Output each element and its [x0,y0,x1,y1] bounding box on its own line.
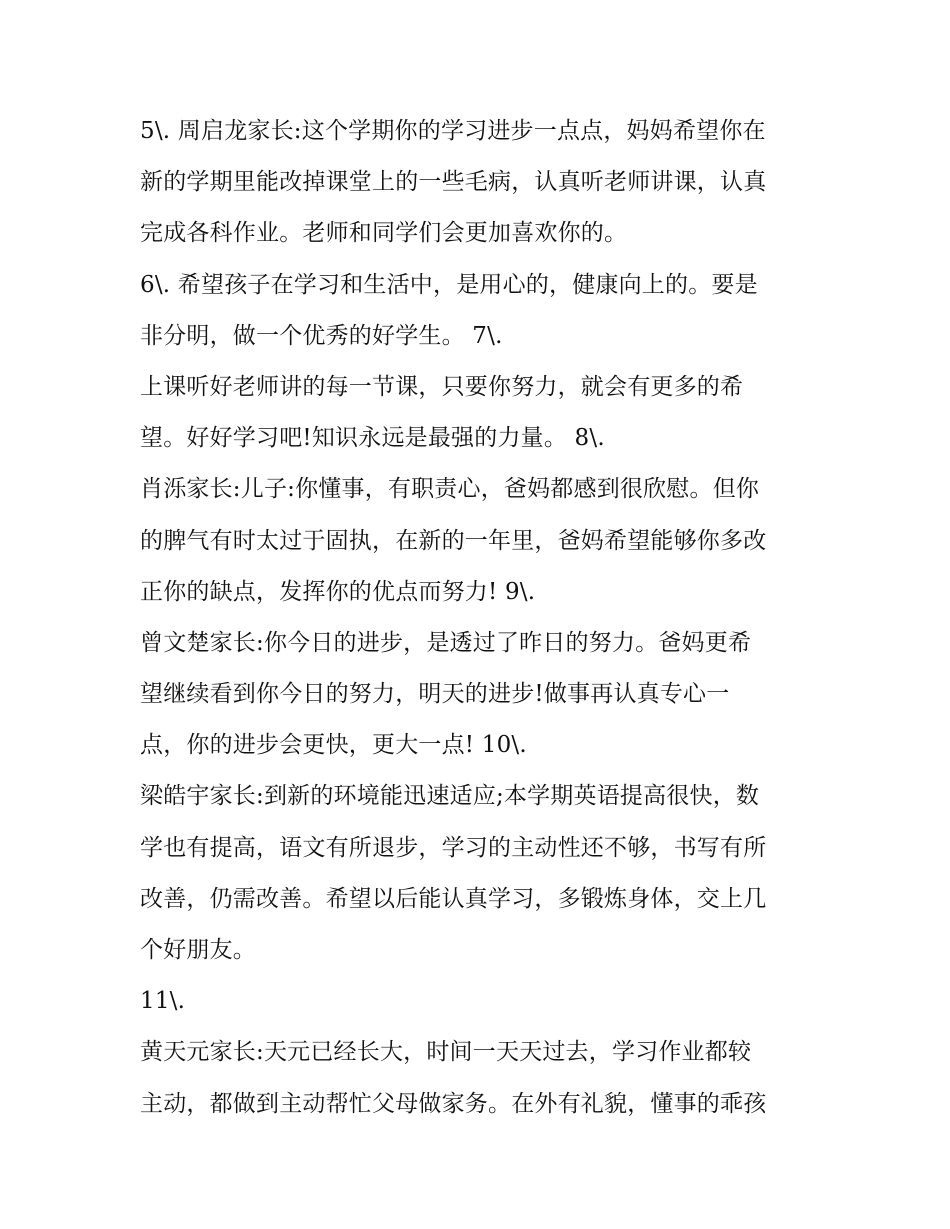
text-line: 新的学期里能改掉课堂上的一些毛病，认真听老师讲课，认真 [140,169,767,196]
text-line: 非分明，做一个优秀的好学生。 7\. [140,322,503,349]
text-line: 上课听好老师讲的每一节课，只要你努力，就会有更多的希 [140,373,744,400]
text-line: 梁皓宇家长:到新的环境能迅速适应;本学期英语提高很快，数 [140,783,760,810]
text-line: 主动，都做到主动帮忙父母做家务。在外有礼貌，懂事的乖孩 [140,1090,767,1117]
text-line: 黄天元家长:天元已经长大，时间一天天过去，学习作业都较 [140,1039,752,1066]
text-line: 改善，仍需改善。希望以后能认真学习，多锻炼身体，交上几 [140,885,767,912]
text-line: 望继续看到你今日的努力，明天的进步!做事再认真专心一 [140,681,730,708]
text-line: 肖泺家长:儿子:你懂事，有职责心，爸妈都感到很欣慰。但你 [140,476,760,503]
text-line: 6\. 希望孩子在学习和生活中，是用心的，健康向上的。要是 [140,271,758,298]
text-line: 曾文楚家长:你今日的进步，是透过了昨日的努力。爸妈更希 [140,629,752,656]
text-line: 学也有提高，语文有所退步，学习的主动性还不够，书写有所 [140,834,767,861]
text-line: 点，你的进步会更快，更大一点! 10\. [140,732,527,759]
text-line: 完成各科作业。老师和同学们会更加喜欢你的。 [140,220,628,247]
text-line: 个好朋友。 [140,937,256,963]
text-line: 5\. 周启龙家长:这个学期你的学习进步一点点，妈妈希望你在 [140,118,766,144]
document-body [140,106,830,1130]
text-line: 望。好好学习吧!知识永远是最强的力量。 8\. [140,425,605,452]
text-line: 11\. [140,988,186,1015]
text-line: 正你的缺点，发挥你的优点而努力! 9\. [140,578,536,605]
text-line: 的脾气有时太过于固执，在新的一年里，爸妈希望能够你多改 [140,527,767,554]
